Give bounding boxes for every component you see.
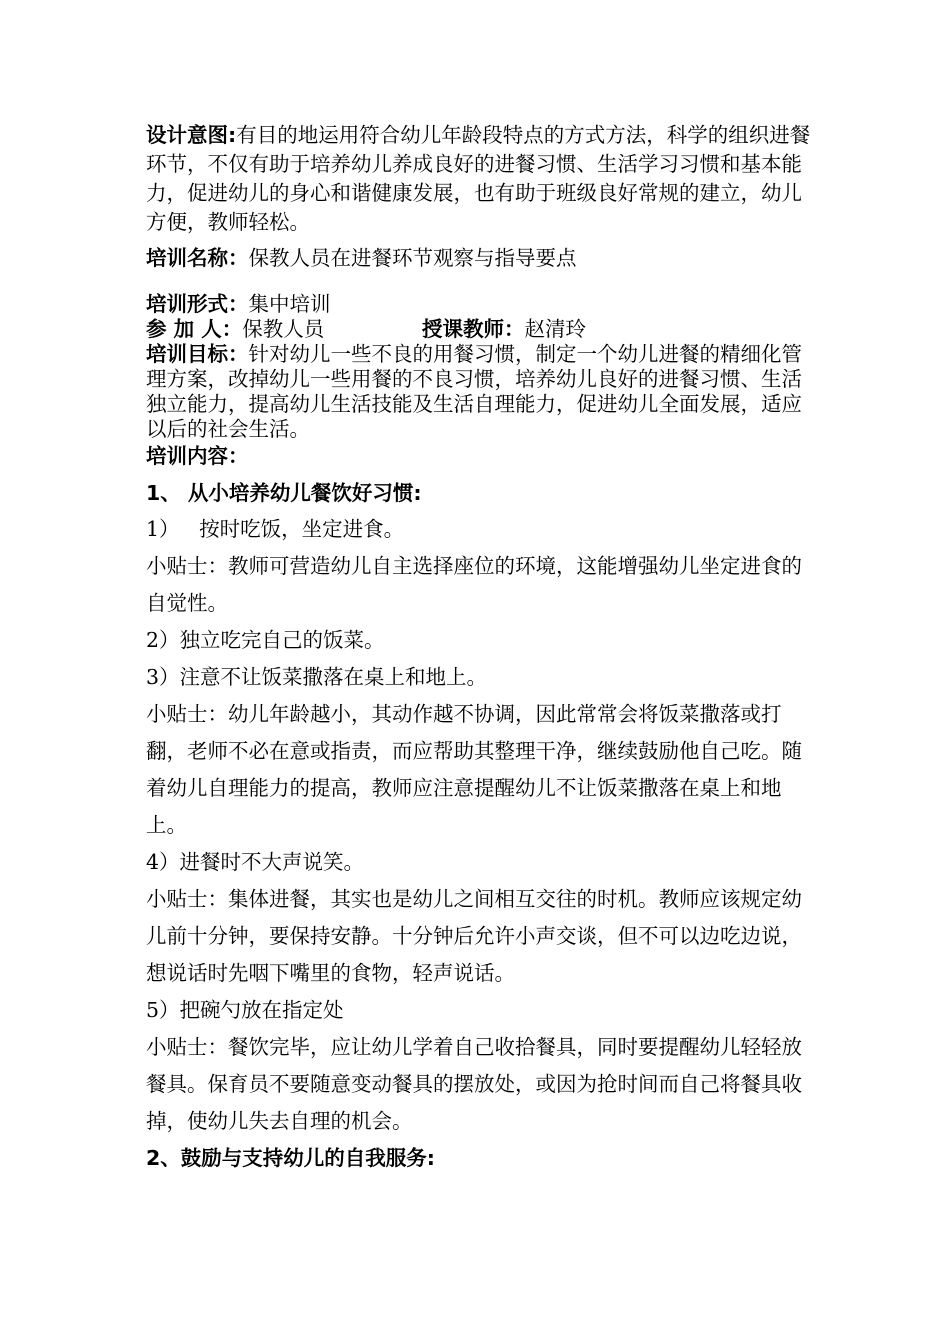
teacher-label: 授课教师： (422, 317, 525, 341)
training-form-value: 集中培训 (248, 292, 331, 316)
section1-tip3: 小贴士：幼儿年龄越小，其动作越不协调，因此常常会将饭菜撒落或打翻，老师不必在意或指责，而应帮助其整理干净，继续鼓励他自己吃。随着幼儿自理能力的提高，教师应注意提醒幼儿不让饭菜撒落在桌上和地上。 (146, 702, 802, 837)
section1-tip1: 小贴士：教师可营造幼儿自主选择座位的环境，这能增强幼儿坐定进食的自觉性。 (146, 554, 802, 615)
section1-item5: 5）把碗勺放在指定处 (146, 998, 344, 1022)
training-content-heading: 培训内容： (146, 444, 249, 468)
section1-heading: 1、 从小培养幼儿餐饮好习惯: (146, 481, 422, 505)
training-form-line (146, 292, 814, 317)
section1-tip5: 小贴士：餐饮完毕，应让幼儿学着自己收拾餐具，同时要提醒幼儿轻轻放餐具。保育员不要随意变动餐具的摆放处，或因为抢时间而自己将餐具收掉，使幼儿失去自理的机会。 (146, 1035, 802, 1133)
section1-body (146, 511, 814, 1177)
teacher-block (422, 317, 586, 342)
section1-item2: 2）独立吃完自己的饭菜。 (146, 628, 385, 652)
participants-line (146, 317, 814, 342)
teacher-value: 赵清玲 (524, 317, 586, 341)
training-name-label: 培训名称： (146, 246, 249, 270)
section1-item4: 4）进餐时不大声说笑。 (146, 850, 365, 874)
training-name-value: 保教人员在进餐环节观察与指导要点 (248, 246, 577, 270)
section1-tip4: 小贴士：集体进餐，其实也是幼儿之间相互交往的时机。教师应该规定幼儿前十分钟，要保持安静。十分钟后允许小声交谈，但不可以边吃边说，想说话时先咽下嘴里的食物，轻声说话。 (146, 887, 802, 985)
section1-item3: 3）注意不让饭菜撒落在桌上和地上。 (146, 665, 488, 689)
section2-heading: 2、鼓励与支持幼儿的自我服务: (146, 1146, 435, 1170)
design-intent-paragraph (146, 121, 814, 237)
training-goal-text: 针对幼儿一些不良的用餐习惯，制定一个幼儿进餐的精细化管理方案，改掉幼儿一些用餐的不良习惯，培养幼儿良好的进餐习惯、生活独立能力，提高幼儿生活技能及生活自理能力，促进幼儿全面发展，适应以后的社会生活。 (146, 342, 802, 441)
training-name-line (146, 244, 814, 273)
participants-value: 保教人员 (242, 317, 325, 341)
training-form-label: 培训形式： (146, 292, 249, 316)
design-intent-label: 设计意图: (146, 123, 237, 147)
design-intent-text: 有目的地运用符合幼儿年龄段特点的方式方法，科学的组织进餐环节，不仅有助于培养幼儿养成良好的进餐习惯、生活学习习惯和基本能力，促进幼儿的身心和谐健康发展，也有助于班级良好常规的建立，幼儿方便，教师轻松。 (146, 123, 811, 234)
document-page (146, 0, 814, 1344)
training-goal-paragraph (146, 342, 814, 442)
participants-label: 参 加 人： (146, 317, 243, 341)
section1-item1: 1） 按时吃饭，坐定进食。 (146, 517, 405, 541)
training-goal-label: 培训目标： (146, 342, 249, 366)
